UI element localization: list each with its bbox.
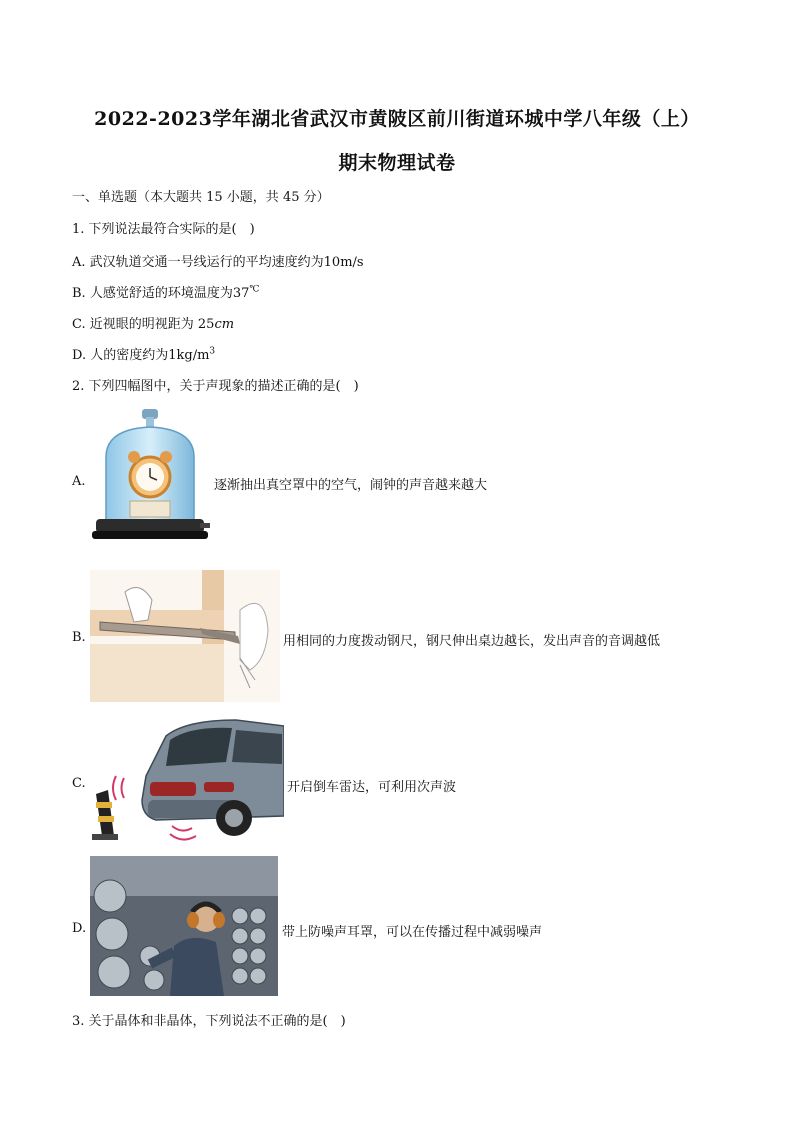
section-heading: 一、单选题（本大题共 15 小题，共 45 分）: [72, 190, 330, 205]
q2-option-c-text: 开启倒车雷达，可利用次声波: [287, 780, 457, 795]
factory-worker-figure: [90, 856, 278, 996]
q3-stem: 3. 关于晶体和非晶体，下列说法不正确的是( ): [72, 1014, 346, 1029]
exam-title-line2: 期末物理试卷: [338, 152, 456, 174]
q1-option-c-text: C. 近视眼的明视距为 25: [72, 317, 215, 332]
q2-option-d-letter: D.: [72, 921, 87, 936]
q2-option-a-letter: A.: [72, 474, 86, 489]
q1-option-b-unit: ℃: [249, 284, 260, 295]
q1-option-c-unit: cm: [214, 317, 235, 332]
q2-option-b-text: 用相同的力度拨动钢尺，钢尺伸出桌边越长，发出声音的音调越低: [283, 634, 661, 649]
ruler-figure: [90, 570, 280, 702]
q1-option-c: [72, 313, 234, 332]
bell-jar-figure: [90, 405, 212, 545]
q1-option-b-text: B. 人感觉舒适的环境温度为37: [72, 286, 250, 301]
q1-option-d: [72, 344, 215, 363]
car-radar-figure: [86, 716, 284, 848]
q2-option-c-letter: C.: [72, 776, 86, 791]
q2-stem: 2. 下列四幅图中，关于声现象的描述正确的是( ): [72, 379, 359, 394]
q1-option-a: A. 武汉轨道交通一号线运行的平均速度约为10m/s: [72, 255, 364, 270]
q1-option-b: [72, 282, 259, 301]
q2-option-d-text: 带上防噪声耳罩，可以在传播过程中减弱噪声: [282, 925, 543, 940]
q1-stem: 1. 下列说法最符合实际的是( ): [72, 222, 255, 237]
exam-title-line1: 2022-2023学年湖北省武汉市黄陂区前川街道环城中学八年级（上）: [94, 108, 700, 130]
q2-option-b-letter: B.: [72, 630, 86, 645]
q1-option-d-text: D. 人的密度约为1kg/m: [72, 348, 210, 363]
q1-option-d-sup: 3: [209, 346, 216, 357]
q2-option-a-text: 逐渐抽出真空罩中的空气，闹钟的声音越来越大: [214, 478, 488, 493]
